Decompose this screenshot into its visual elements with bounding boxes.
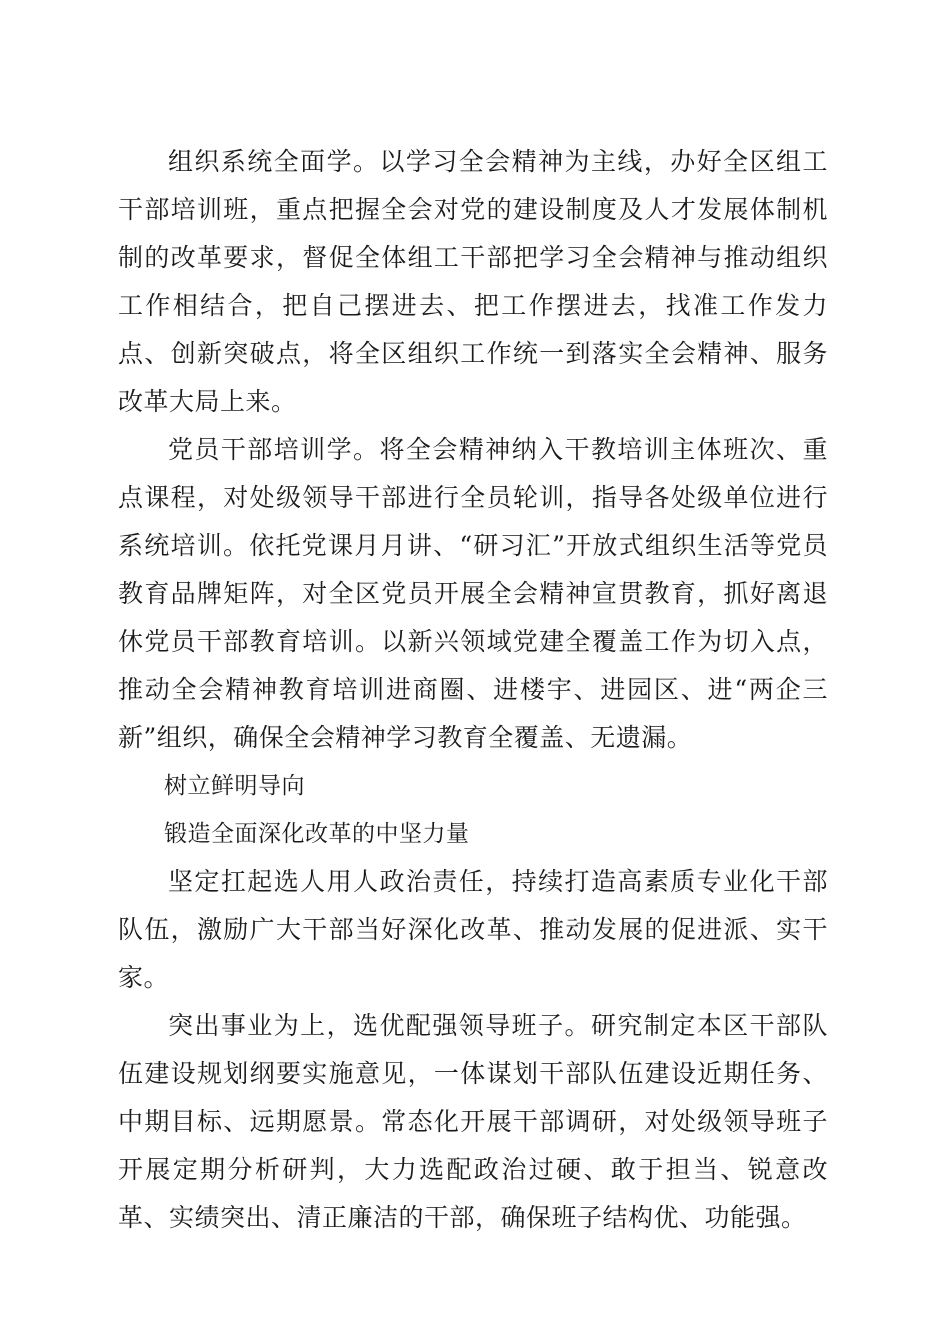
paragraph-responsibility: 坚定扛起选人用人政治责任，持续打造高素质专业化干部队伍，激励广大干部当好深化改革、推动发展的促进派、实干家。 bbox=[118, 867, 828, 992]
paragraph-leadership-teams: 突出事业为上，选优配强领导班子。研究制定本区干部队伍建设规划纲要实施意见，一体谋划干部队伍建设近期任务、中期目标、远期愿景。常态化开展干部调研，对处级领导班子开展定期分析研判，大力选配政治过硬、敢于担当、锐意改革、实绩突出、清正廉洁的干部，确保班子结构优、功能强。 bbox=[118, 1011, 828, 1232]
paragraph-cadre-training: 党员干部培训学。将全会精神纳入干教培训主体班次、重点课程，对处级领导干部进行全员轮训，指导各处级单位进行系统培训。依托党课月月讲、“研习汇”开放式组织生活等党员教育品牌矩阵，对全区党员开展全会精神宣贯教育，抓好离退休党员干部教育培训。以新兴领域党建全覆盖工作为切入点，推动全会精神教育培训进商圈、进楼宇、进园区、进“两企三新”组织，确保全会精神学习教育全覆盖、无遗漏。 bbox=[118, 435, 828, 752]
section-heading-2: 锻造全面深化改革的中坚力量 bbox=[164, 821, 470, 847]
paragraph-organization-study: 组织系统全面学。以学习全会精神为主线，办好全区组工干部培训班，重点把握全会对党的建设制度及人才发展体制机制的改革要求，督促全体组工干部把学习全会精神与推动组织工作相结合，把自己摆进去、把工作摆进去，找准工作发力点、创新突破点，将全区组织工作统一到落实全会精神、服务改革大局上来。 bbox=[118, 147, 828, 416]
section-heading-1: 树立鲜明导向 bbox=[164, 773, 305, 799]
document-body bbox=[118, 138, 828, 1242]
